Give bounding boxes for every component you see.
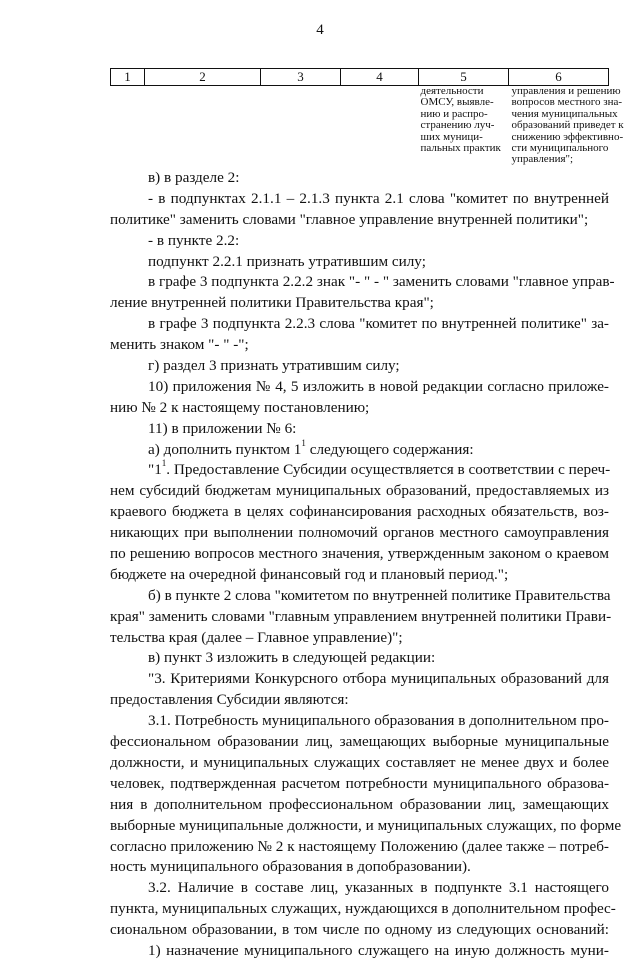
text-line: 10) приложения № 4, 5 изложить в новой редакции согласно приложе-: [148, 377, 609, 395]
cell-text-line: нию и распро-: [420, 107, 488, 120]
cell-text-line: вопросов местного зна-: [511, 96, 623, 109]
text-line: 1) назначение муниципального служащего на иную должность муни-: [148, 941, 609, 959]
table-cell: [261, 86, 341, 166]
document-body: [110, 168, 622, 962]
cell-text-line: ОМСУ, выявле-: [420, 96, 494, 109]
text-line: края" заменить словами "главным управлением внутренней политики Прави-: [110, 607, 612, 625]
text-segment: . Предоставление Субсидии осуществляется в соответствии с переч-: [166, 461, 611, 479]
text-line: никающих при выполнении полномочий органов местного самоуправления: [110, 524, 609, 542]
text-line: [110, 437, 609, 461]
text-line: нию № 2 к настоящему постановлению;: [110, 398, 370, 416]
text-line: [110, 460, 609, 481]
table-header-cell: 3: [261, 69, 341, 86]
text-line: в графе 3 подпункта 2.2.2 знак "- " - " заменить словами "главное управ-: [148, 273, 615, 291]
text-segment: следующего содержания:: [305, 440, 474, 458]
table-cell: [341, 86, 419, 166]
text-line: выборные муниципальные должности, и муниципальных служащих, по форме: [110, 816, 622, 834]
text-line: по решению вопросов местного значения, утвержденным законом о краевом: [110, 545, 609, 563]
text-line: подпункт 2.2.1 признать утратившим силу;: [148, 252, 426, 270]
text-line: - в подпунктах 2.1.1 – 2.1.3 пункта 2.1 слова "комитет по внутренней: [148, 189, 609, 207]
text-line: "3. Критериями Конкурсного отбора муниципальных образований для: [148, 670, 609, 688]
text-segment: "1: [148, 461, 162, 479]
cell-text-line: образований приведет к: [511, 119, 624, 132]
text-line: ния в дополнительном профессиональном образовании лиц, замещающих: [110, 795, 609, 813]
text-line: в графе 3 подпункта 2.2.3 слова "комитет по внутренней политике" за-: [148, 315, 609, 333]
page-number: 4: [316, 22, 324, 38]
superscript: 1: [161, 458, 167, 469]
text-line: тельства края (далее – Главное управление)";: [110, 628, 403, 646]
text-line: ление внутренней политики Правительства края";: [110, 294, 434, 312]
table-cell: [145, 86, 261, 166]
text-line: согласно приложению № 2 к настоящему Положению (далее также – потреб-: [110, 837, 609, 855]
text-segment: а) дополнить пунктом 1: [148, 440, 302, 458]
text-line: фессиональном образовании лиц, замещающих выборные муниципальные: [110, 733, 609, 751]
text-line: сиональном образовании, в том числе по одному из следующих оснований:: [110, 921, 609, 939]
cell-text-line: чения муниципальных: [511, 107, 618, 120]
superscript: 1: [301, 437, 306, 448]
text-line: нем субсидий бюджетам муниципальных образований, предоставляемых из: [110, 482, 609, 500]
text-line: 3.2. Наличие в составе лиц, указанных в подпункте 3.1 настоящего: [148, 879, 609, 897]
table-cell: [111, 86, 145, 166]
table-header-cell: 6: [509, 69, 609, 86]
table-header-cell: 2: [145, 69, 261, 86]
text-line: человек, подтвержденная расчетом потребности муниципального образова-: [110, 774, 609, 792]
text-line: краевого бюджета в целях софинансирования расходных обязательств, воз-: [110, 503, 609, 521]
text-line: в) в разделе 2:: [148, 169, 240, 186]
cell-text-line: ших муници-: [420, 130, 483, 143]
text-line: пункта, муниципальных служащих, нуждающихся в дополнительном профес-: [110, 900, 616, 918]
table-cell-col6: [509, 85, 624, 166]
text-line: г) раздел 3 признать утратившим силу;: [148, 357, 400, 375]
text-line: б) в пункте 2 слова "комитетом по внутренней политике Правительства: [148, 586, 611, 604]
text-line: бюджете на очередной финансовый год и плановый период.";: [110, 565, 509, 583]
text-line: ность муниципального образования в допобразовании).: [110, 858, 471, 876]
text-line: 11) в приложении № 6:: [148, 419, 297, 437]
table-header-cell: 1: [111, 69, 145, 86]
cell-text-line: пальных практик: [420, 142, 501, 155]
cell-text-line: деятельности: [420, 85, 484, 97]
text-line: предоставления Субсидии являются:: [110, 691, 349, 709]
text-line: 3.1. Потребность муниципального образования в дополнительном про-: [148, 712, 609, 730]
text-line: в) пункт 3 изложить в следующей редакции:: [148, 649, 436, 667]
table-header-cell: 5: [419, 69, 509, 86]
table-cell-col5: [419, 86, 509, 166]
cell-text-line: странению луч-: [420, 119, 495, 132]
table-header-cell: 4: [341, 69, 419, 86]
text-line: политике" заменить словами "главное управление внутренней политики";: [110, 210, 589, 228]
cell-text-line: управления";: [511, 153, 574, 166]
text-line: должности, и муниципальных служащих составляет не менее двух и более: [110, 753, 609, 771]
text-line: - в пункте 2.2:: [148, 231, 240, 249]
cell-text-line: управления и решению: [511, 85, 621, 97]
table-row: [111, 86, 609, 166]
cell-text-line: снижению эффективно-: [511, 130, 624, 143]
cell-text-line: сти муниципального: [511, 142, 609, 155]
text-line: менить знаком "- " -";: [110, 336, 249, 354]
table-header-row: [111, 69, 609, 86]
continuation-table: [110, 68, 624, 166]
